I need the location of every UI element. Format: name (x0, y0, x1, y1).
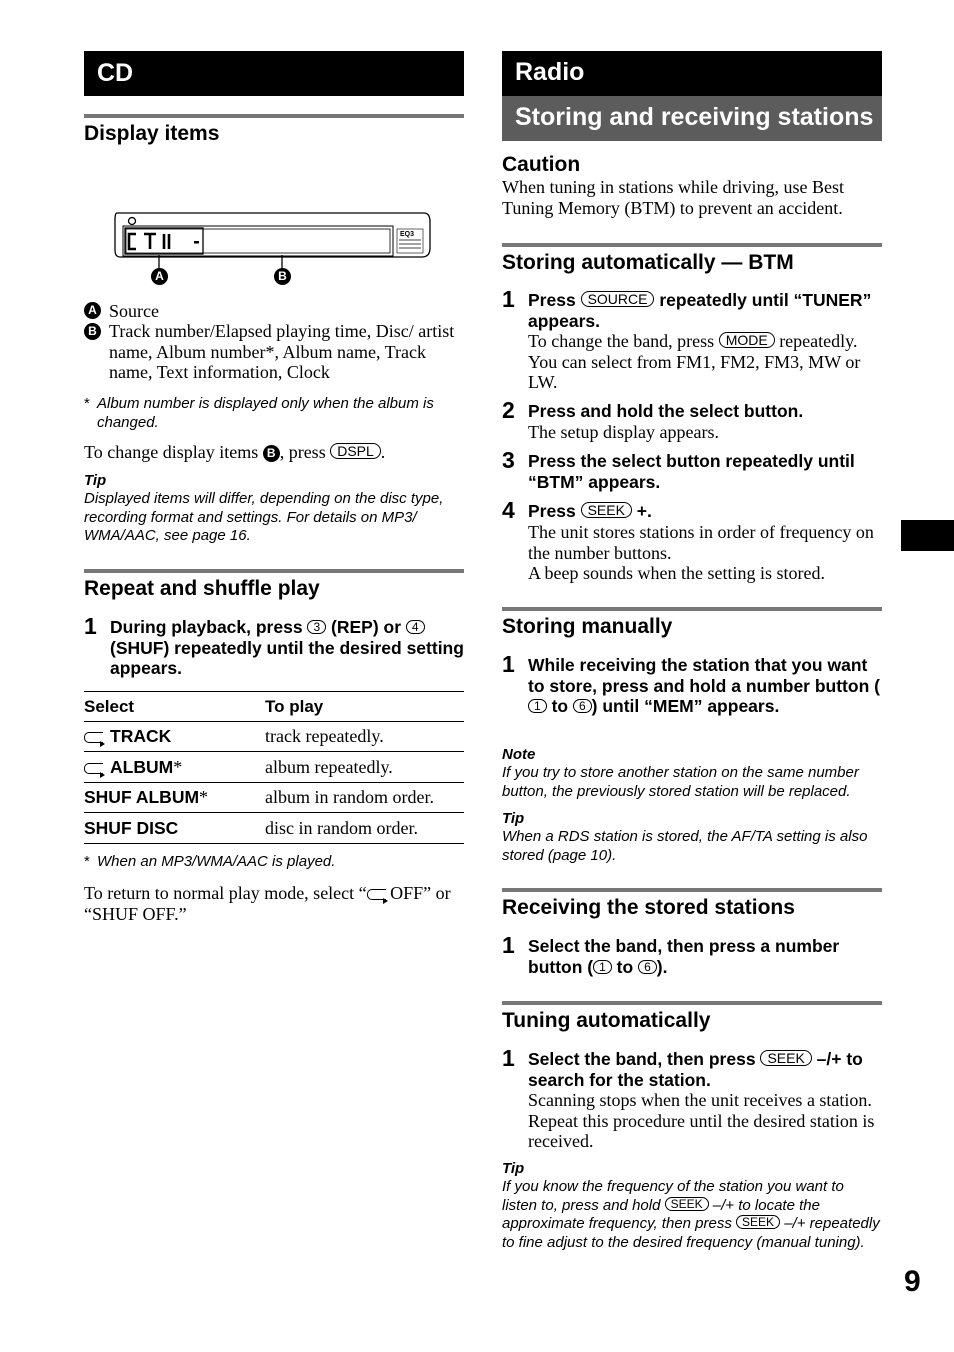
step-number: 1 (502, 1045, 515, 1071)
table-header-to-play: To play (265, 696, 324, 716)
btm-step-4-body-1: The unit stores stations in order of frequency on the number buttons. (528, 522, 874, 563)
btm-step-1-body: To change the band, press MODE repeatedly. You can select from FM1, FM2, FM3, MW or LW. (528, 331, 861, 392)
page-number: 9 (904, 1265, 921, 1298)
step-number: 1 (502, 932, 515, 958)
section-rule (502, 243, 882, 247)
table-row: SHUF DISC disc in random order. (84, 813, 464, 844)
callout-a: A (151, 268, 168, 285)
step-number: 2 (502, 397, 515, 423)
footnote-mark: * (84, 853, 90, 870)
section-title-cd: CD (84, 51, 464, 96)
section-title-radio: Radio (502, 51, 882, 96)
step-number: 1 (502, 286, 515, 312)
btm-step-2: Press and hold the select button. (528, 401, 804, 421)
footnote-mark: * (84, 395, 90, 412)
manual-step-1: While receiving the station that you want to store, press and hold a number button (1 to 6 ) until “MEM” appears. (528, 655, 880, 716)
legend-a-text: Source (109, 301, 159, 321)
seek-button: SEEK (760, 1050, 811, 1066)
step-number: 1 (84, 613, 97, 639)
mode-button: MODE (719, 332, 775, 348)
seek-button: SEEK (665, 1197, 709, 1211)
section-rule (84, 114, 464, 118)
step-number: 3 (502, 447, 515, 473)
legend-a-label: A (84, 302, 101, 319)
table-header-select: Select (84, 696, 135, 716)
caution-text: When tuning in stations while driving, use Best Tuning Memory (BTM) to prevent an accident. (502, 177, 844, 218)
button-1: 1 (593, 960, 612, 974)
table-row: ALBUM* album repeatedly. (84, 752, 464, 783)
receiving-heading: Receiving the stored stations (502, 896, 795, 919)
repeat-step-1: During playback, press 3 (REP) or 4 (SHUF) repeatedly until the desired setting appears. (110, 617, 464, 678)
btm-step-3: Press the select button repeatedly until “BTM” appears. (528, 451, 855, 492)
btm-heading: Storing automatically — BTM (502, 251, 794, 274)
btm-step-4: Press SEEK +. (528, 501, 652, 521)
caution-heading: Caution (502, 153, 581, 176)
step-number: 4 (502, 497, 515, 523)
button-3: 3 (307, 620, 326, 634)
button-6: 6 (573, 699, 592, 713)
table-row: SHUF ALBUM* album in random order. (84, 783, 464, 813)
btm-step-4-body-2: A beep sounds when the setting is stored. (528, 563, 825, 583)
svg-text:EQ3: EQ3 (400, 231, 415, 238)
seek-button: SEEK (581, 502, 632, 518)
btm-step-2-body: The setup display appears. (528, 422, 719, 442)
change-display-line: To change display items B , press DSPL . (84, 442, 386, 462)
seek-button: SEEK (736, 1215, 780, 1229)
step-number: 1 (502, 651, 515, 677)
source-button: SOURCE (581, 291, 655, 307)
section-rule (502, 1001, 882, 1005)
section-rule (502, 607, 882, 611)
repeat-icon (84, 732, 103, 743)
legend-b-text: Track number/Elapsed playing time, Disc/ artist name, Album number*, Album name, Track name, Text information, Clock (109, 321, 455, 382)
tuning-heading: Tuning automatically (502, 1009, 711, 1032)
button-6: 6 (638, 960, 657, 974)
tip-label: Tip (502, 810, 525, 827)
table-row: TRACK track repeatedly. (84, 722, 464, 752)
callout-b: B (274, 268, 291, 285)
legend-b-label: B (84, 323, 101, 340)
tuning-step-1-body: Scanning stops when the unit receives a station. Repeat this procedure until the desired station is received. (528, 1090, 875, 1151)
section-subtitle: Storing and receiving stations (502, 96, 882, 141)
manual-tip-text: When a RDS station is stored, the AF/TA setting is also stored (page 10). (502, 828, 868, 864)
display-footnote: Album number is displayed only when the album is changed. (97, 395, 434, 431)
repeat-icon (84, 763, 103, 774)
note-label: Note (502, 746, 536, 763)
section-rule (502, 888, 882, 892)
page-edge-tab (901, 520, 954, 551)
manual-heading: Storing manually (502, 615, 673, 638)
tip-label: Tip (84, 472, 107, 489)
return-normal-text: To return to normal play mode, select “ OFF” or “SHUF OFF.” (84, 883, 451, 924)
display-items-heading: Display items (84, 122, 220, 145)
table-header-row (84, 692, 464, 722)
repeat-table (84, 691, 464, 844)
section-rule (84, 569, 464, 573)
tuning-step-1: Select the band, then press SEEK –/+ to search for the station. (528, 1049, 863, 1090)
button-4: 4 (406, 620, 425, 634)
btm-step-1: Press SOURCE repeatedly until “TUNER” appears. (528, 290, 872, 331)
button-1: 1 (528, 699, 547, 713)
tuning-tip-text: If you know the frequency of the station you want to listen to, press and hold SEEK –/+ to locate the approximate frequency, then press SEEK –/+ repeatedly to fine adjust to the desired frequency (manual tuning). (502, 1178, 880, 1251)
receiving-step-1: Select the band, then press a number button ( 1 to 6 ). (528, 936, 840, 977)
repeat-heading: Repeat and shuffle play (84, 577, 320, 600)
tip-label: Tip (502, 1160, 525, 1177)
repeat-footnote: When an MP3/WMA/AAC is played. (97, 853, 336, 870)
manual-note-text: If you try to store another station on the same number button, the previously stored station will be replaced. (502, 764, 859, 800)
dspl-button: DSPL (330, 443, 381, 459)
display-tip-text: Displayed items will differ, depending on the disc type, recording format and settings. For details on MP3/ WMA/AAC, see page 16. (84, 490, 444, 544)
repeat-icon (367, 889, 386, 900)
